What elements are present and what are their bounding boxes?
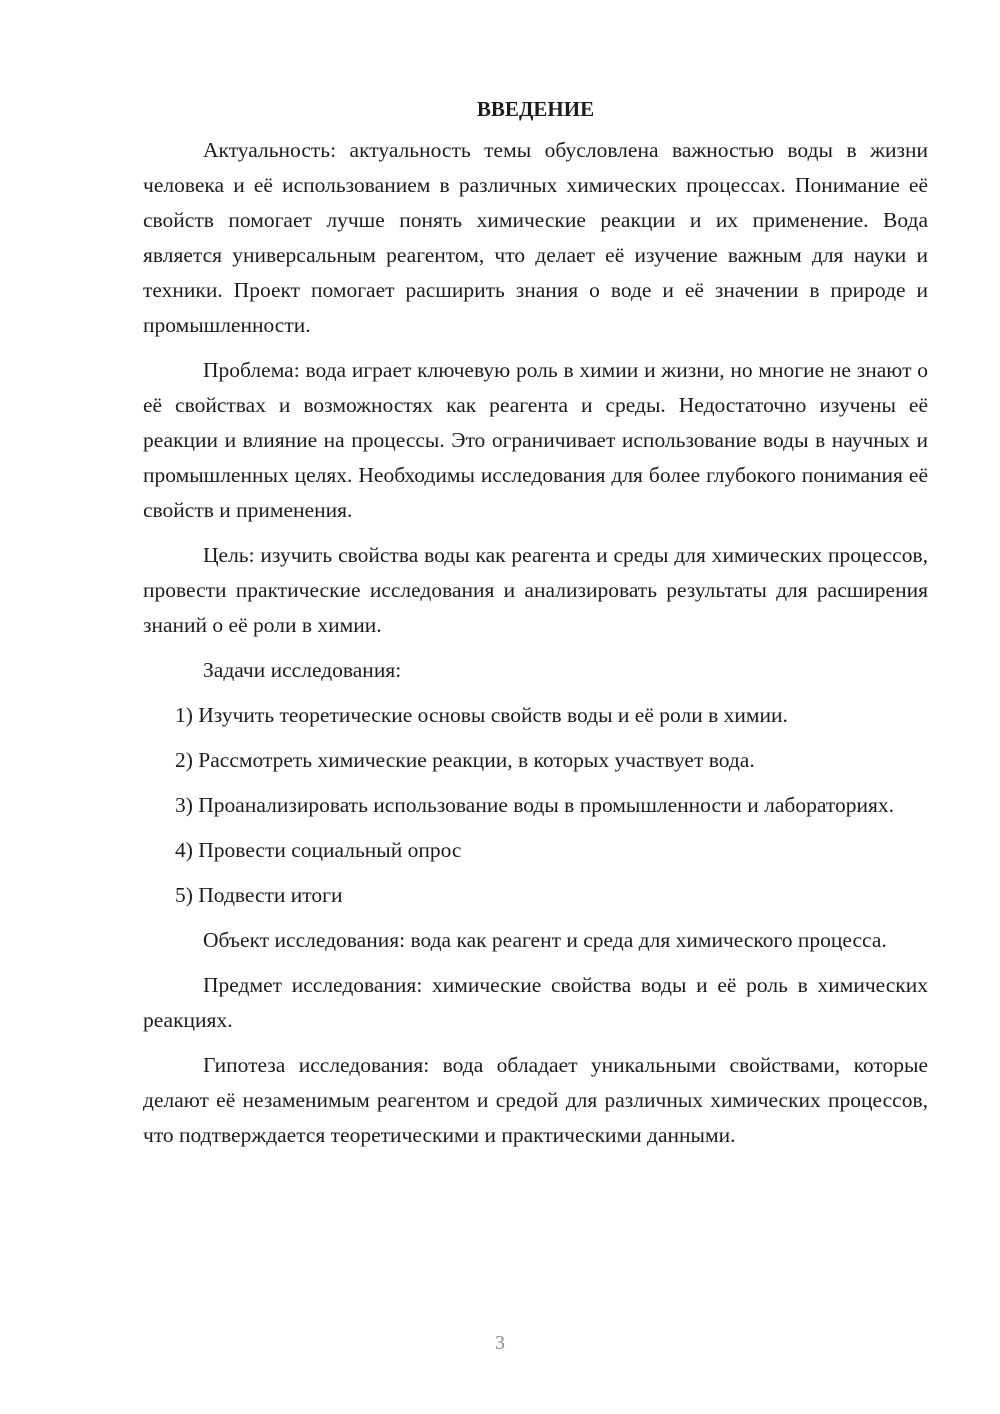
goal-paragraph: Цель: изучить свойства воды как реагента и среды для химических процессов, провести практические исследования и анализировать результаты для расширения знаний о её роли в химии. — [143, 543, 928, 637]
page-number: 3 — [495, 1332, 505, 1354]
object-paragraph: Объект исследования: вода как реагент и среда для химического процесса. — [203, 928, 887, 952]
subject-paragraph: Предмет исследования: химические свойства воды и её роль в химических реакциях. — [143, 973, 928, 1032]
hypothesis-paragraph: Гипотеза исследования: вода обладает уникальными свойствами, которые делают её незаменимым реагентом и средой для различных химических процессов, что подтверждается теоретическими и практическими данными. — [143, 1053, 928, 1147]
task-item-5: 5) Подвести итоги — [175, 883, 343, 907]
document-page — [143, 92, 928, 1163]
relevance-paragraph: Актуальность: актуальность темы обусловлена важностью воды в жизни человека и её использованием в различных химических процессах. Понимание её свойств помогает лучше понять химические реакции и их применение. Вода является универсальным реагентом, что делает её изучение важным для науки и техники. Проект помогает расширить знания о воде и её значении в природе и промышленности. — [143, 138, 928, 337]
task-item-2: 2) Рассмотреть химические реакции, в которых участвует вода. — [175, 748, 755, 772]
problem-paragraph: Проблема: вода играет ключевую роль в химии и жизни, но многие не знают о её свойствах и возможностях как реагента и среды. Недостаточно изучены её реакции и влияние на процессы. Это ограничивает использование воды в научных и промышленных целях. Необходимы исследования для более глубокого понимания её свойств и применения. — [143, 358, 928, 522]
task-item-3: 3) Проанализировать использование воды в промышленности и лабораториях. — [175, 793, 894, 817]
page-title: ВВЕДЕНИЕ — [476, 97, 595, 121]
tasks-heading: Задачи исследования: — [203, 658, 402, 682]
task-item-1: 1) Изучить теоретические основы свойств воды и её роли в химии. — [175, 703, 788, 727]
task-item-4: 4) Провести социальный опрос — [175, 838, 462, 862]
